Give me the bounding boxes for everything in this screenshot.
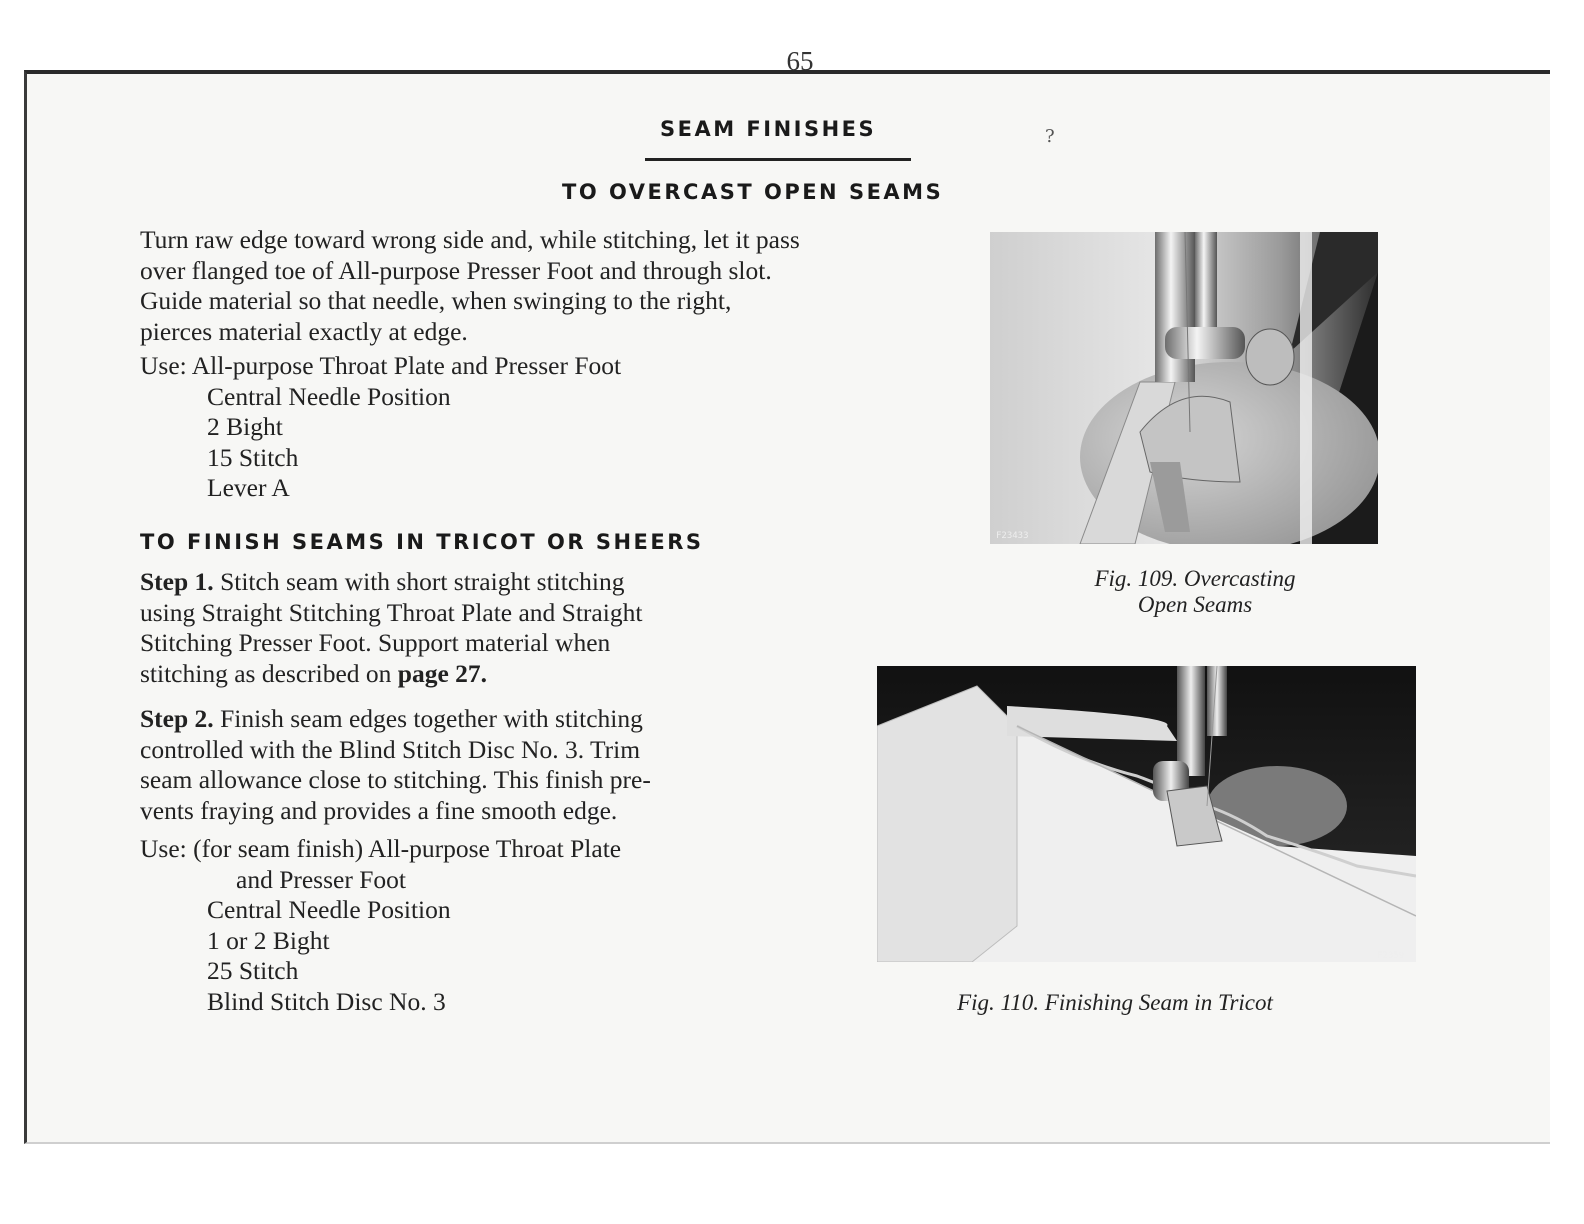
step-2-line: seam allowance close to stitching. This finish pre- [140,765,651,794]
step-2-label: Step 2. [140,704,214,733]
tricot-heading: TO FINISH SEAMS IN TRICOT OR SHEERS [140,530,704,554]
step-2-line: vents fraying and provides a fine smooth edge. [140,795,618,825]
figure-110-photo [877,666,1416,962]
overcast-heading: TO OVERCAST OPEN SEAMS [562,180,944,204]
use-item: 15 Stitch [207,442,299,472]
use-item: 2 Bight [207,412,283,441]
page-reference: page 27. [397,658,488,688]
step-1-label: Step 1. [140,567,214,596]
step-1-line: Stitching Presser Foot. Support material when [140,628,611,657]
use-item: Blind Stitch Disc No. 3 [207,986,446,1016]
step-1-line: using Straight Stitching Throat Plate and Straight [140,597,643,627]
step-1-line: Stitch seam with short straight stitching [220,567,625,596]
photo-code-110: F2359 [1377,951,1405,961]
use-item: and Presser Foot [236,864,406,894]
use-label: Use: [140,351,187,380]
section-title: SEAM FINISHES [660,117,877,141]
figure-109-caption [1060,566,1330,618]
use-item: Central Needle Position [207,381,451,411]
step-2-line: Finish seam edges together with stitching [220,704,643,733]
tricot-use-list [140,834,840,1017]
photo-code-109: F23433 [996,531,1029,541]
title-underline [645,158,911,161]
page-number: 65 [786,46,814,76]
caption-line: Open Seams [1137,592,1253,617]
use-item: 25 Stitch [207,956,299,985]
step-2-line: controlled with the Blind Stitch Disc No. 3. Trim [140,734,641,764]
step-1-paragraph [140,567,808,689]
use-label: Use: [140,834,187,863]
caption-line: Fig. 110. Finishing Seam in Tricot [957,990,1273,1015]
step-1-line: stitching as described on [140,658,398,688]
use-first-item: All-purpose Throat Plate and Presser Foot [191,351,622,380]
overcast-line: Guide material so that needle, when swinging to the right, [140,286,732,315]
step-2-paragraph [140,704,808,826]
use-first-item: (for seam finish) All-purpose Throat Plate [193,834,622,863]
overcast-line: over flanged toe of All-purpose Presser Foot and through slot. [140,255,772,285]
figure-110-caption [900,990,1330,1016]
caption-line: Fig. 109. Overcasting [1094,566,1296,591]
overcast-paragraph [140,225,958,347]
overcast-line: pierces material exactly at edge. [140,316,468,346]
overcast-use-list [140,351,940,504]
margin-mark: ? [1045,126,1055,147]
overcast-line: Turn raw edge toward wrong side and, while stitching, let it pass [140,225,800,254]
figure-109-photo [990,232,1378,544]
use-item: Central Needle Position [207,895,451,924]
use-item: 1 or 2 Bight [207,925,330,955]
use-item: Lever A [207,473,290,502]
